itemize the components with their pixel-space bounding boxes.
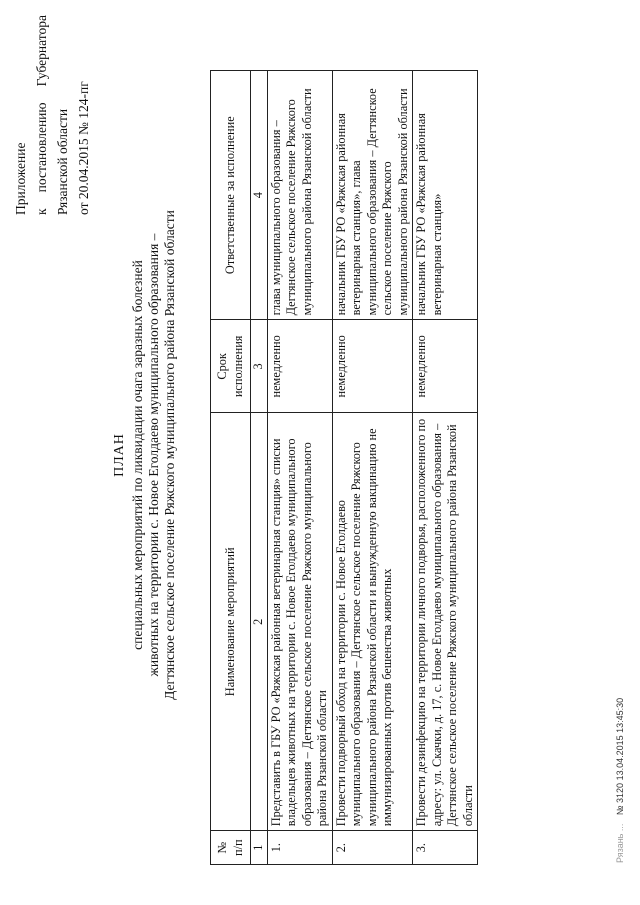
- appendix-word: постановлению: [34, 102, 49, 193]
- header-num: № п/п: [211, 831, 251, 865]
- row-name: Провести подворный обход на территории с. Новое Еголдаево муниципального образования – Дегтянское сельское поселение Ряжского муниципального района Рязанской области и вынужденную вакцинацию не иммунизированных против бешенства животных: [332, 413, 413, 831]
- row-name: Провести дезинфекцию на территории личного подворья, расположенного по адресу: ул. Скачки, д. 17, с. Новое Еголдаево муниципального образования – Дегтянское сельское поселение Ряжского муниципального района Рязанской области: [413, 413, 478, 831]
- row-term: немедленно: [267, 320, 332, 413]
- title-line: специальных мероприятий по ликвидации очага заразных болезней: [130, 260, 145, 650]
- registration-stamp: [615, 698, 625, 863]
- appendix-decree-line: [31, 15, 52, 215]
- row-num: 1.: [267, 831, 332, 865]
- row-resp: начальник ГБУ РО «Ряжская районная ветеринарная станция»: [413, 71, 478, 320]
- appendix-label: Приложение: [13, 142, 28, 215]
- appendix-block: [10, 15, 94, 215]
- document-title: [112, 45, 178, 865]
- header-term: Срок исполнения: [211, 320, 251, 413]
- table-header-row: [211, 71, 251, 865]
- row-term: немедленно: [413, 320, 478, 413]
- appendix-word: к: [34, 208, 49, 215]
- stamp-text: № 3120 13.04.2015 13:45:30: [615, 697, 625, 816]
- row-name: Представить в ГБУ РО «Ряжская районная ветеринарная станция» списки владельцев животных на территории с. Новое Еголдаево муниципального образования – Дегтянское сельское поселение Ряжского муниципального района Рязанской области: [267, 413, 332, 831]
- row-num: 2.: [332, 831, 413, 865]
- column-number: 4: [251, 71, 268, 320]
- table-row: [267, 71, 332, 865]
- column-number: 2: [251, 413, 268, 831]
- title-line: животных на территории с. Новое Еголдаево муниципального образования –: [146, 233, 161, 677]
- header-resp: Ответственные за исполнение: [211, 71, 251, 320]
- appendix-word: Губернатора: [34, 15, 49, 87]
- row-term: немедленно: [332, 320, 413, 413]
- title-plan: ПЛАН: [112, 433, 127, 477]
- title-line: Дегтянское сельское поселение Ряжского муниципального района Рязанской области: [162, 210, 177, 700]
- table-row: [413, 71, 478, 865]
- row-resp: глава муниципального образования – Дегтянское сельское поселение Ряжского муниципального района Рязанской области: [267, 71, 332, 320]
- stamp-faint-text: Рязань ...: [615, 823, 625, 863]
- row-resp: начальник ГБУ РО «Ряжская районная ветеринарная станция», глава муниципального образования – Дегтянское сельское поселение Ряжского муниципального района Рязанской области: [332, 71, 413, 320]
- appendix-date: от 20.04.2015 № 124-пг: [76, 81, 91, 215]
- header-name: Наименование мероприятий: [211, 413, 251, 831]
- column-number-row: [251, 71, 268, 865]
- column-number: 1: [251, 831, 268, 865]
- table-row: [332, 71, 413, 865]
- column-number: 3: [251, 320, 268, 413]
- row-num: 3.: [413, 831, 478, 865]
- appendix-region: Рязанской области: [55, 108, 70, 215]
- plan-table: [210, 70, 478, 865]
